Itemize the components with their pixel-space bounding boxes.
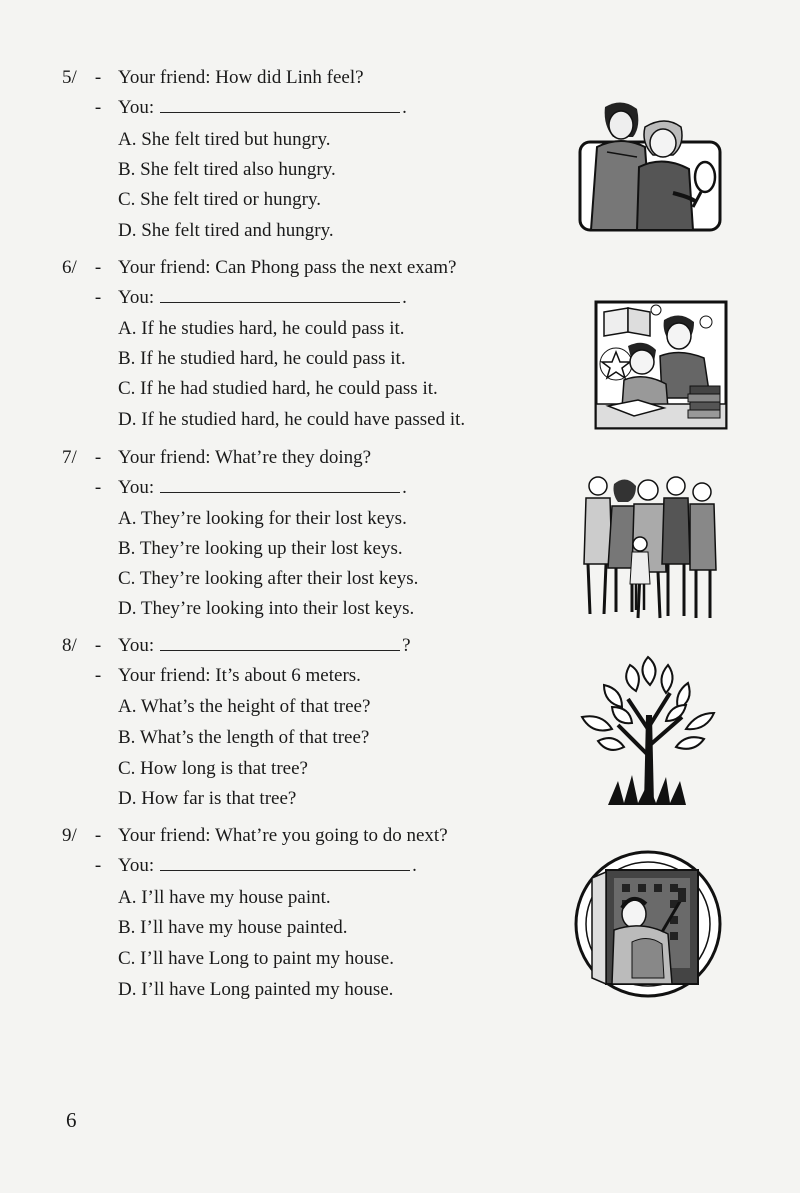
prompt-text: Your friend: What’re they doing? bbox=[118, 447, 372, 468]
option-d[interactable]: D. If he studied hard, he could have passed it. bbox=[118, 409, 466, 430]
option-b[interactable]: B. She felt tired also hungry. bbox=[118, 159, 336, 180]
punctuation: ? bbox=[402, 635, 411, 656]
mother-and-daughter-icon bbox=[577, 97, 727, 235]
option-d[interactable]: D. How far is that tree? bbox=[118, 788, 297, 809]
answer-line[interactable] bbox=[118, 93, 407, 123]
you-label: You: bbox=[118, 855, 155, 876]
page-number: 6 bbox=[66, 1108, 77, 1132]
question-number: 7/ bbox=[62, 447, 77, 468]
blank[interactable] bbox=[160, 632, 400, 651]
students-studying-icon bbox=[594, 300, 728, 430]
dash: - bbox=[94, 665, 102, 686]
dash: - bbox=[94, 635, 102, 656]
question-number: 6/ bbox=[62, 257, 77, 278]
you-label: You: bbox=[118, 97, 155, 118]
dash: - bbox=[94, 287, 102, 308]
prompt-text: Your friend: It’s about 6 meters. bbox=[118, 665, 361, 686]
option-b[interactable]: B. I’ll have my house painted. bbox=[118, 917, 348, 938]
option-b[interactable]: B. They’re looking up their lost keys. bbox=[118, 538, 403, 559]
blank[interactable] bbox=[160, 852, 410, 871]
punctuation: . bbox=[402, 287, 407, 308]
option-a[interactable]: A. She felt tired but hungry. bbox=[118, 129, 331, 150]
option-d[interactable]: D. She felt tired and hungry. bbox=[118, 220, 334, 241]
option-c[interactable]: C. How long is that tree? bbox=[118, 758, 308, 779]
option-a[interactable]: A. What’s the height of that tree? bbox=[118, 696, 371, 717]
prompt-text: Your friend: Can Phong pass the next exam? bbox=[118, 257, 457, 278]
prompt-text: Your friend: How did Linh feel? bbox=[118, 67, 364, 88]
option-a[interactable]: A. I’ll have my house paint. bbox=[118, 887, 331, 908]
option-d[interactable]: D. I’ll have Long painted my house. bbox=[118, 979, 394, 1000]
option-c[interactable]: C. I’ll have Long to paint my house. bbox=[118, 948, 394, 969]
option-b[interactable]: B. If he studied hard, he could pass it. bbox=[118, 348, 406, 369]
dash: - bbox=[94, 855, 102, 876]
prompt-text: Your friend: What’re you going to do next? bbox=[118, 825, 448, 846]
answer-line[interactable] bbox=[118, 631, 411, 661]
question-number: 5/ bbox=[62, 67, 77, 88]
blank[interactable] bbox=[160, 474, 400, 493]
group-of-people-icon bbox=[574, 472, 720, 622]
dash: - bbox=[94, 97, 102, 118]
you-label: You: bbox=[118, 477, 155, 498]
option-d[interactable]: D. They’re looking into their lost keys. bbox=[118, 598, 415, 619]
question-number: 8/ bbox=[62, 635, 77, 656]
question-number: 9/ bbox=[62, 825, 77, 846]
option-c[interactable]: C. If he had studied hard, he could pass it. bbox=[118, 378, 438, 399]
option-a[interactable]: A. They’re looking for their lost keys. bbox=[118, 508, 407, 529]
you-label: You: bbox=[118, 287, 155, 308]
option-a[interactable]: A. If he studies hard, he could pass it. bbox=[118, 318, 405, 339]
dash: - bbox=[94, 67, 102, 88]
tree-icon bbox=[578, 655, 720, 807]
option-c[interactable]: C. She felt tired or hungry. bbox=[118, 189, 321, 210]
window-painter-icon bbox=[572, 848, 724, 1000]
blank[interactable] bbox=[160, 94, 400, 113]
option-b[interactable]: B. What’s the length of that tree? bbox=[118, 727, 370, 748]
dash: - bbox=[94, 825, 102, 846]
answer-line[interactable] bbox=[118, 473, 407, 503]
dash: - bbox=[94, 477, 102, 498]
blank[interactable] bbox=[160, 284, 400, 303]
dash: - bbox=[94, 257, 102, 278]
option-c[interactable]: C. They’re looking after their lost keys. bbox=[118, 568, 419, 589]
punctuation: . bbox=[402, 477, 407, 498]
punctuation: . bbox=[402, 97, 407, 118]
dash: - bbox=[94, 447, 102, 468]
answer-line[interactable] bbox=[118, 283, 407, 313]
you-label: You: bbox=[118, 635, 155, 656]
answer-line[interactable] bbox=[118, 851, 417, 881]
punctuation: . bbox=[412, 855, 417, 876]
